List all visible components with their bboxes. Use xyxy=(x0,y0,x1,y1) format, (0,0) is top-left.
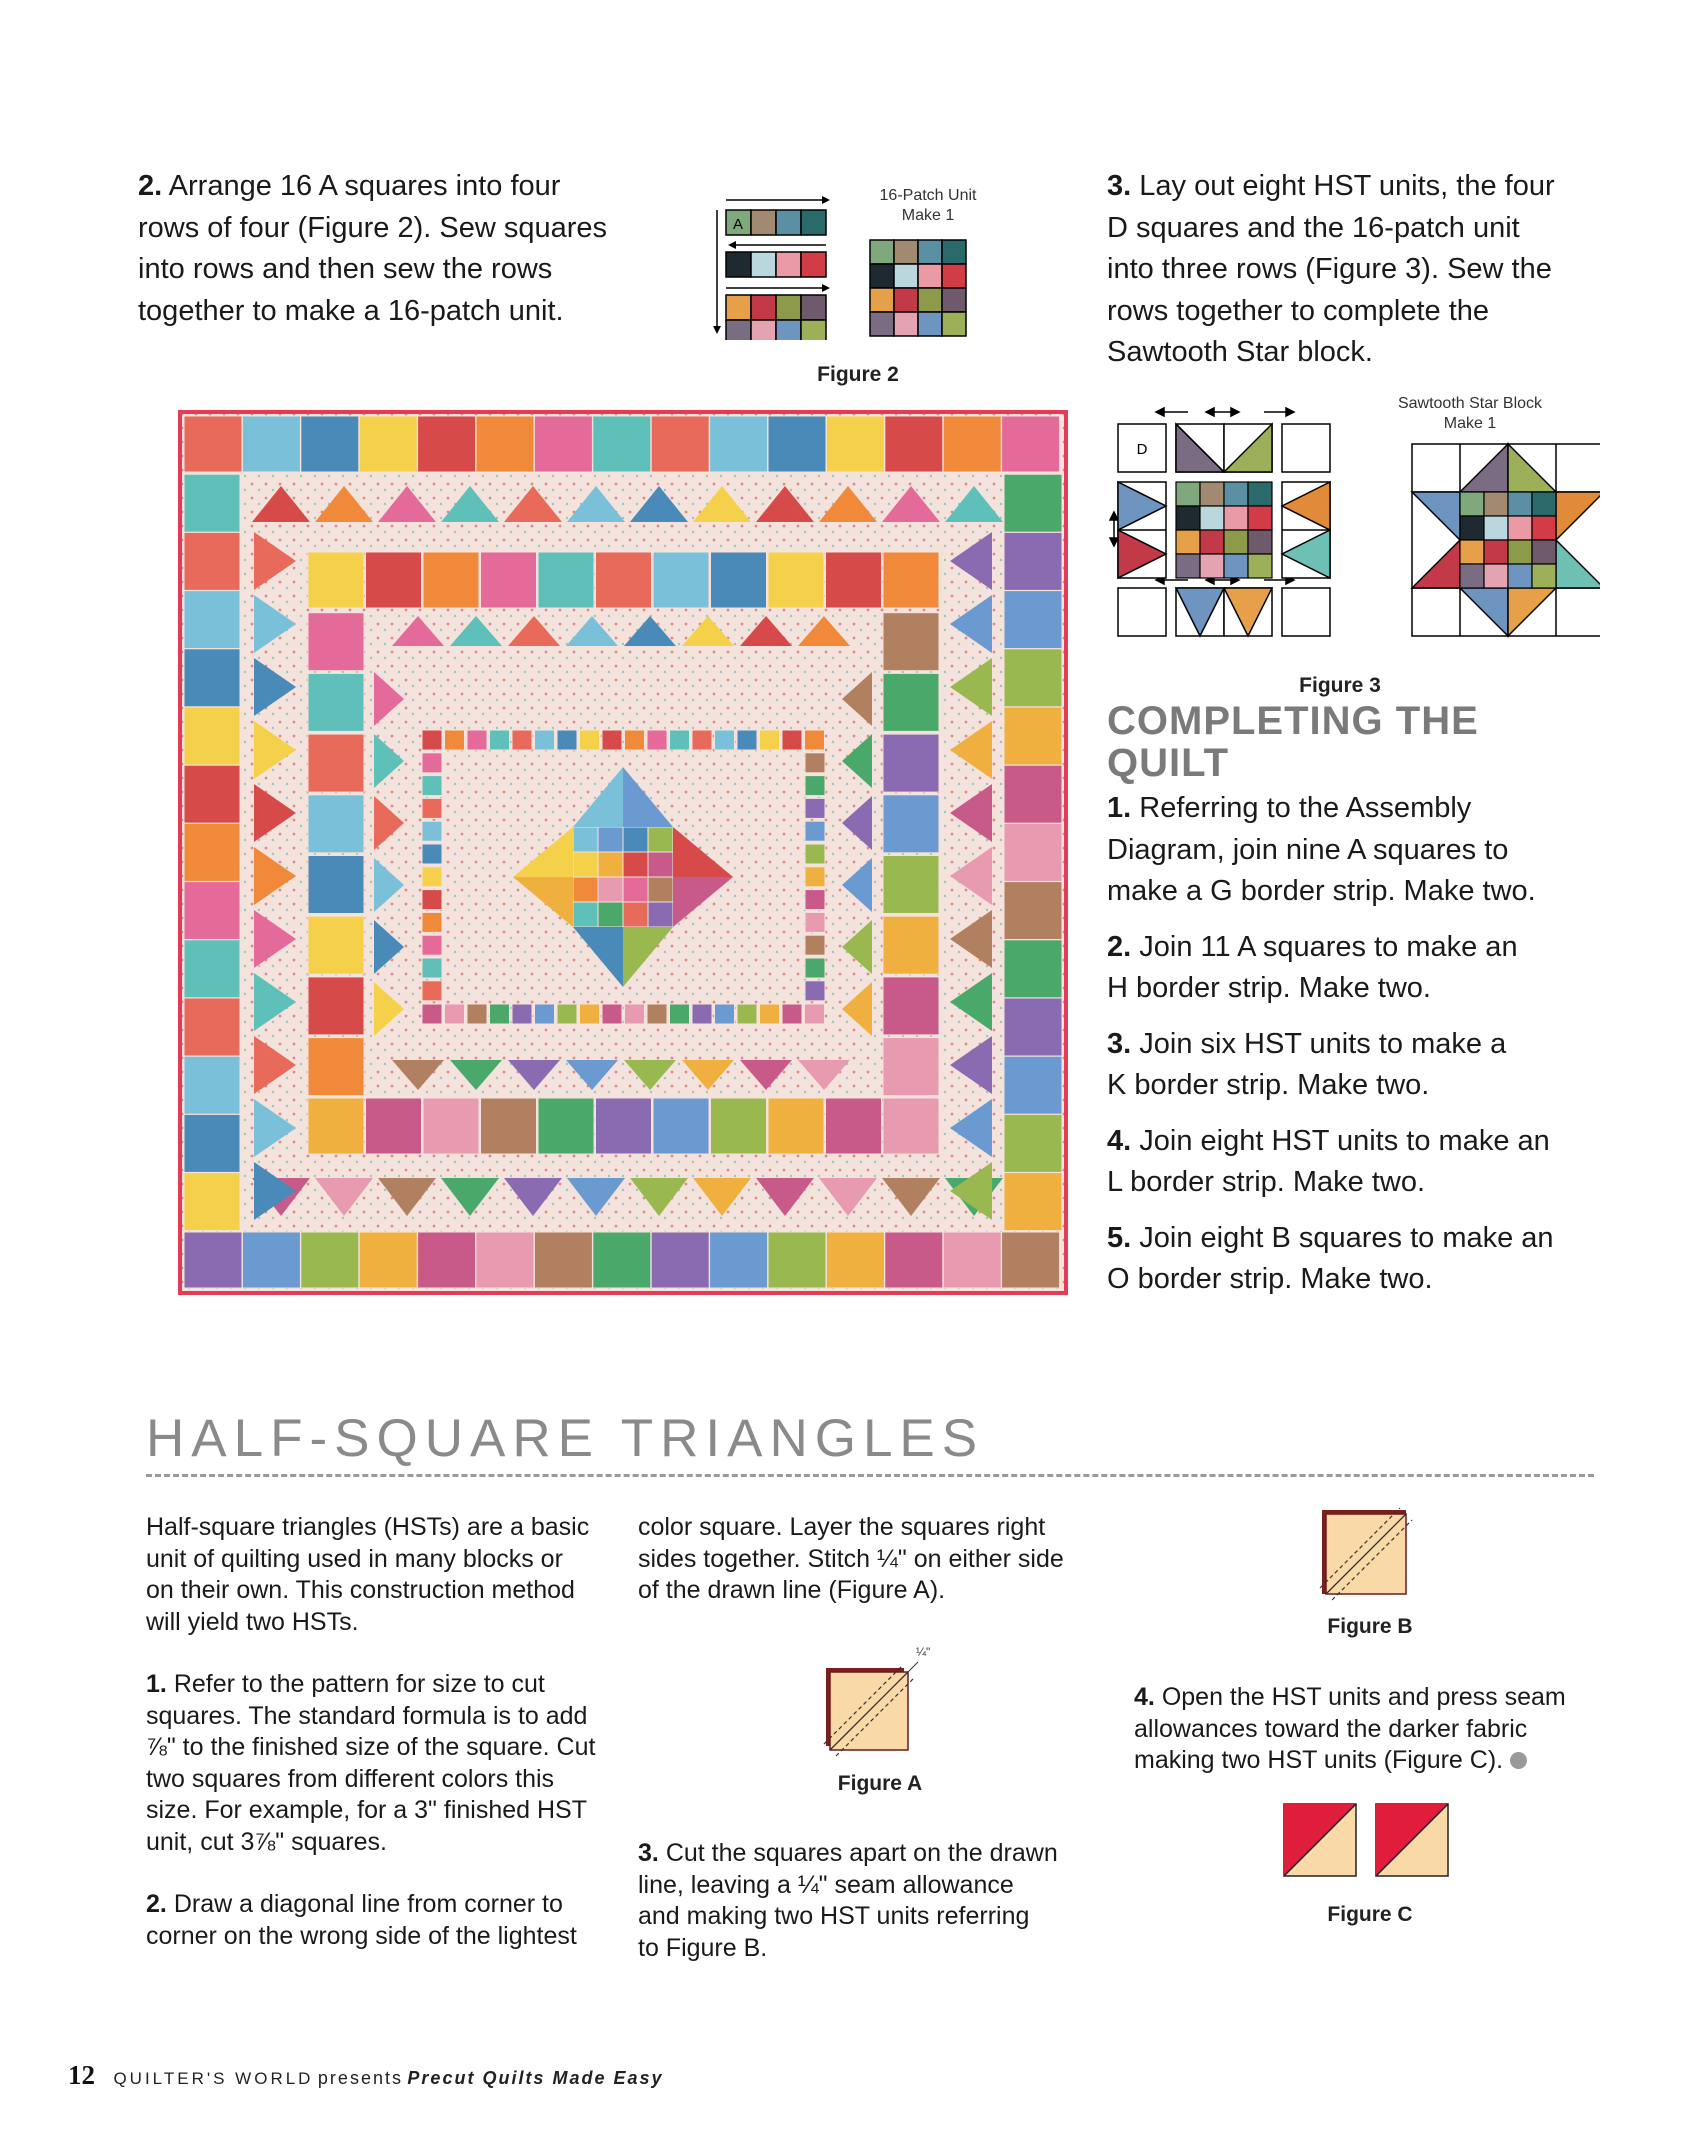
quilt-square xyxy=(1004,940,1062,998)
quilt-square xyxy=(1004,649,1062,707)
quilt-square xyxy=(573,902,598,927)
quilt-square xyxy=(184,823,240,881)
hst-line: Open the HST units and press seam xyxy=(1161,1683,1566,1711)
quilt-square xyxy=(651,1232,709,1288)
quilt-square xyxy=(366,552,422,608)
quilt-square xyxy=(883,1038,939,1096)
step-number: 4. xyxy=(1134,1683,1155,1711)
quilt-square xyxy=(580,1004,600,1024)
figure-3-make-label: Make 1 xyxy=(1443,415,1497,432)
quilt-square xyxy=(670,1004,690,1024)
quilt-square xyxy=(512,1004,532,1024)
quilt-square xyxy=(308,916,364,974)
quilt-square xyxy=(184,1173,240,1231)
completing-title-line: QUILT xyxy=(1107,741,1230,785)
quilt-square xyxy=(596,552,652,608)
quilt-square xyxy=(445,1004,465,1024)
quilt-square xyxy=(422,912,442,932)
quilt-square xyxy=(422,844,442,864)
quilt-square xyxy=(422,821,442,841)
patch-square xyxy=(1176,530,1200,554)
patch-square xyxy=(1508,516,1532,540)
quilt-square xyxy=(653,1098,709,1154)
patch-square xyxy=(1532,492,1556,516)
quilt-square xyxy=(883,795,939,853)
hst-line: sides together. Stitch ¼" on either side xyxy=(638,1544,1064,1573)
quilt-square xyxy=(418,416,476,472)
step-line: Diagram, join nine A squares to xyxy=(1107,833,1509,866)
patch-square xyxy=(1532,564,1556,588)
patch-square xyxy=(1176,482,1200,506)
patch-square xyxy=(1484,516,1508,540)
quilt-square xyxy=(538,552,594,608)
quilt-square xyxy=(885,1232,943,1288)
quilt-square xyxy=(573,852,598,877)
figure-a-caption: Figure A xyxy=(837,1772,923,1795)
figure-c-diagram xyxy=(1280,1800,1460,1900)
patch-square xyxy=(1200,482,1224,506)
hst-col-2 xyxy=(638,1512,1108,1607)
quilt-square xyxy=(598,877,623,902)
step-number: 1. xyxy=(1107,792,1132,824)
quilt-square xyxy=(826,1098,882,1154)
quilt-square xyxy=(768,1098,824,1154)
completing-title-line: COMPLETING THE xyxy=(1107,699,1479,743)
patch-square xyxy=(1200,530,1224,554)
hst-line: size. For example, for a 3" finished HST xyxy=(146,1796,587,1824)
patch-square xyxy=(1460,492,1484,516)
quilt-square xyxy=(768,552,824,608)
quilt-square xyxy=(805,958,825,978)
step-line: Join eight HST units to make an xyxy=(1139,1124,1550,1157)
quilt-square xyxy=(623,852,648,877)
patch-square xyxy=(1508,492,1532,516)
completing-step-4 xyxy=(1107,1121,1607,1204)
quilt-square xyxy=(242,1232,300,1288)
figure-b xyxy=(1300,1500,1440,1650)
quilt-square xyxy=(490,730,510,750)
patch-square xyxy=(1176,554,1200,578)
quilt-square xyxy=(308,673,364,731)
quilt-square xyxy=(557,730,577,750)
quilt-square xyxy=(423,552,479,608)
patch-square xyxy=(1224,530,1248,554)
hst-title: HALF-SQUARE TRIANGLES xyxy=(146,1409,985,1468)
quilt-square xyxy=(826,416,884,472)
quilt-square xyxy=(422,776,442,796)
quilt-square xyxy=(1004,765,1062,823)
quilt-square xyxy=(653,552,709,608)
quilt-square xyxy=(711,1098,767,1154)
quilt-square xyxy=(1002,416,1060,472)
step-3 xyxy=(1107,166,1587,374)
quilt-square xyxy=(422,1004,442,1024)
quilt-square xyxy=(805,935,825,955)
quilt-square xyxy=(805,821,825,841)
quilt-square xyxy=(308,1038,364,1096)
hst-line: two squares from different colors this xyxy=(146,1764,555,1793)
quilt-square xyxy=(476,1232,534,1288)
quilt-square xyxy=(710,1232,768,1288)
quilt-square xyxy=(883,673,939,731)
hst-line: corner on the wrong side of the lightest xyxy=(146,1921,577,1950)
quilt-square xyxy=(598,827,623,852)
quilt-square xyxy=(737,730,757,750)
step-2-line: Arrange 16 A squares into four xyxy=(168,170,561,202)
quilt-square xyxy=(647,730,667,750)
figure-2-square-label: A xyxy=(732,216,744,233)
page-number: 12 xyxy=(68,2060,95,2090)
figure-3 xyxy=(1100,392,1600,697)
quilt-square xyxy=(1004,474,1062,532)
quilt-square xyxy=(883,977,939,1035)
quilt-square xyxy=(1004,1056,1062,1114)
quilt-square xyxy=(184,707,240,765)
quilt-square xyxy=(1004,707,1062,765)
quilt-square xyxy=(1004,882,1062,940)
patch-square xyxy=(1484,564,1508,588)
quilt-square xyxy=(422,730,442,750)
quilt-square xyxy=(308,977,364,1035)
quilt-square xyxy=(1004,998,1062,1056)
figure-2-caption: Figure 2 xyxy=(817,363,899,386)
figure-3-diagram xyxy=(1100,392,1600,652)
step-line: Referring to the Assembly xyxy=(1139,792,1472,824)
quilt-square xyxy=(1002,1232,1060,1288)
completing-step-3 xyxy=(1107,1024,1607,1107)
quilt-square xyxy=(692,730,712,750)
quilt-square xyxy=(359,1232,417,1288)
quilt-square xyxy=(883,552,939,608)
quilt-square xyxy=(184,416,242,472)
quilt-square xyxy=(651,416,709,472)
completing-section xyxy=(1107,700,1607,1301)
quilt-square xyxy=(805,981,825,1001)
step-line: Join six HST units to make a xyxy=(1139,1027,1507,1060)
patch-square xyxy=(1484,540,1508,564)
quilt-square xyxy=(883,734,939,792)
hst-line: on their own. This construction method xyxy=(146,1576,575,1604)
step-number: 2. xyxy=(1107,930,1132,963)
quilt-square xyxy=(602,1004,622,1024)
step-line: O border strip. Make two. xyxy=(1107,1263,1433,1295)
hst-line: unit, cut 3⅞" squares. xyxy=(146,1827,387,1856)
quilt-square xyxy=(737,1004,757,1024)
figure-3-square-label: D xyxy=(1136,441,1148,458)
quilt-square xyxy=(476,416,534,472)
step-2-line: rows of four (Figure 2). Sew squares xyxy=(138,211,608,244)
quilt-square xyxy=(715,730,735,750)
hst-col-3 xyxy=(1134,1682,1604,1777)
quilt-square xyxy=(184,765,240,823)
quilt-square xyxy=(805,753,825,773)
quilt-square xyxy=(805,1004,825,1024)
step-number: 3. xyxy=(1107,1027,1132,1060)
hst-line: Cut the squares apart on the drawn xyxy=(665,1839,1058,1867)
quilt-square xyxy=(648,852,673,877)
patch-square xyxy=(1460,516,1484,540)
quilt-square xyxy=(308,1098,364,1154)
quilt-square xyxy=(647,1004,667,1024)
quilt-square xyxy=(648,877,673,902)
completing-step-5 xyxy=(1107,1218,1607,1301)
quilt-square xyxy=(625,730,645,750)
quilt-square xyxy=(573,877,598,902)
patch-square xyxy=(1508,540,1532,564)
step-2 xyxy=(138,166,638,332)
figure-2-diagram xyxy=(708,180,998,340)
step-number: 3. xyxy=(638,1839,659,1867)
step-2-line: together to make a 16-patch unit. xyxy=(138,294,564,327)
footer xyxy=(68,2060,664,2091)
quilt-square xyxy=(885,416,943,472)
figure-c-caption: Figure C xyxy=(1327,1903,1413,1926)
step-line: make a G border strip. Make two. xyxy=(1107,875,1536,907)
step-number: 2. xyxy=(138,170,163,202)
hst-line: allowances toward the darker fabric xyxy=(1134,1714,1528,1743)
patch-square xyxy=(1224,506,1248,530)
patch-square xyxy=(1532,516,1556,540)
patch-square xyxy=(1200,506,1224,530)
hst-line: Draw a diagonal line from corner to xyxy=(173,1890,563,1918)
patch-square xyxy=(1224,482,1248,506)
figure-3-caption: Figure 3 xyxy=(1299,674,1381,697)
quilt-square xyxy=(625,1004,645,1024)
step-3-line: Sawtooth Star block. xyxy=(1107,336,1373,368)
quilt-square xyxy=(418,1232,476,1288)
quilt-square xyxy=(184,474,240,532)
quilt-square xyxy=(805,776,825,796)
quilt-square xyxy=(308,734,364,792)
quilt-square xyxy=(580,730,600,750)
step-line: H border strip. Make two. xyxy=(1107,972,1431,1004)
quilt-square xyxy=(623,902,648,927)
quilt-square xyxy=(184,882,240,940)
quilt-square xyxy=(760,1004,780,1024)
quilt-square xyxy=(481,552,537,608)
quilt-square xyxy=(1004,532,1062,590)
hst-line: color square. Layer the squares right xyxy=(638,1513,1046,1541)
quilt-square xyxy=(883,613,939,671)
completing-step-1 xyxy=(1107,788,1607,913)
quilt-square xyxy=(184,1056,240,1114)
step-number: 5. xyxy=(1107,1221,1132,1254)
quilt-square xyxy=(301,1232,359,1288)
quilt-square xyxy=(422,890,442,910)
quilt-square xyxy=(768,1232,826,1288)
hst-line: will yield two HSTs. xyxy=(146,1607,359,1636)
quilt-square xyxy=(648,827,673,852)
quilt-square xyxy=(596,1098,652,1154)
quilt-square xyxy=(308,856,364,914)
quilt-square xyxy=(623,877,648,902)
quilt-square xyxy=(184,1232,242,1288)
quilt-square xyxy=(593,416,651,472)
step-2-line: into rows and then sew the rows xyxy=(138,253,553,285)
patch-square xyxy=(1460,540,1484,564)
quilt-square xyxy=(715,1004,735,1024)
quilt-square xyxy=(184,940,240,998)
quilt-square xyxy=(782,730,802,750)
quilt-square xyxy=(943,416,1001,472)
quilt-square xyxy=(1004,1173,1062,1231)
footer-presents: presents xyxy=(317,2068,403,2088)
hst-line: squares. The standard formula is to add xyxy=(146,1701,588,1730)
hst-line: making two HST units (Figure C). xyxy=(1134,1746,1504,1774)
quilt-square xyxy=(422,958,442,978)
patch-square xyxy=(1508,564,1532,588)
step-line: L border strip. Make two. xyxy=(1107,1166,1426,1198)
quilt-square xyxy=(711,552,767,608)
quilt-square xyxy=(557,1004,577,1024)
quilt-square xyxy=(467,730,487,750)
quilt-square xyxy=(768,416,826,472)
figure-c xyxy=(1280,1800,1460,1940)
quilt-square xyxy=(184,591,240,649)
quilt-square xyxy=(423,1098,479,1154)
quilt-square xyxy=(1004,591,1062,649)
figure-2-unit-label: 16-Patch Unit xyxy=(879,187,977,204)
quilt-square xyxy=(805,890,825,910)
hst-line: unit of quilting used in many blocks or xyxy=(146,1544,563,1573)
quilt-square xyxy=(359,416,417,472)
patch-square xyxy=(1248,554,1272,578)
figure-a xyxy=(820,1640,960,1800)
quilt-square xyxy=(538,1098,594,1154)
step-line: Join 11 A squares to make an xyxy=(1139,930,1518,963)
quilt-square xyxy=(670,730,690,750)
quilt-square xyxy=(573,827,598,852)
quilt-square xyxy=(308,795,364,853)
quilt-square xyxy=(308,613,364,671)
quilt-square xyxy=(184,998,240,1056)
step-3-line: rows together to complete the xyxy=(1107,294,1490,327)
quilt-square xyxy=(512,730,532,750)
patch-square xyxy=(1200,554,1224,578)
step-number: 1. xyxy=(146,1670,167,1698)
patch-square xyxy=(1248,530,1272,554)
end-dot-icon xyxy=(1510,1752,1527,1769)
quilt-square xyxy=(535,730,555,750)
quilt-square xyxy=(598,852,623,877)
step-number: 4. xyxy=(1107,1124,1132,1157)
quilt-square xyxy=(883,856,939,914)
quilt-square xyxy=(648,902,673,927)
step-number: 3. xyxy=(1107,170,1132,202)
quilt-square xyxy=(593,1232,651,1288)
patch-square xyxy=(1248,506,1272,530)
quilt-square xyxy=(184,532,240,590)
figure-2-make-label: Make 1 xyxy=(901,207,955,224)
hst-line: and making two HST units referring xyxy=(638,1902,1030,1930)
quilt-square xyxy=(535,1004,555,1024)
quilt-square xyxy=(826,552,882,608)
quilt-square xyxy=(534,416,592,472)
footer-book-title: Precut Quilts Made Easy xyxy=(407,2068,664,2088)
hst-line: ⅞" to the finished size of the square. Cut xyxy=(146,1733,596,1761)
patch-square xyxy=(1532,540,1556,564)
quilt-square xyxy=(308,552,364,608)
quilt-square xyxy=(1004,1114,1062,1172)
quilt-square xyxy=(782,1004,802,1024)
quilt-square xyxy=(805,867,825,887)
quilt-square xyxy=(534,1232,592,1288)
quilt-square xyxy=(422,981,442,1001)
quilt-square xyxy=(602,730,622,750)
hst-line: of the drawn line (Figure A). xyxy=(638,1576,946,1604)
quilt-square xyxy=(760,730,780,750)
patch-square xyxy=(1224,554,1248,578)
quilt-square xyxy=(1004,823,1062,881)
quilt-square xyxy=(710,416,768,472)
quilt-square xyxy=(422,867,442,887)
step-line: K border strip. Make two. xyxy=(1107,1069,1430,1101)
quilt-square xyxy=(623,827,648,852)
quilt-square xyxy=(883,1098,939,1154)
quilt-square xyxy=(184,649,240,707)
step-3-line: Lay out eight HST units, the four xyxy=(1139,170,1555,202)
hst-divider xyxy=(146,1474,1594,1477)
quilt-square xyxy=(422,753,442,773)
completing-step-2 xyxy=(1107,927,1607,1010)
figure-a-diagram xyxy=(820,1640,960,1760)
quilt-square xyxy=(805,798,825,818)
quilt-square xyxy=(490,1004,510,1024)
quilt-square xyxy=(422,798,442,818)
figure-a-quarter-label: ¼" xyxy=(916,1645,931,1659)
quilt-square xyxy=(805,844,825,864)
figure-2 xyxy=(708,180,998,390)
quilt-square xyxy=(301,416,359,472)
hst-line: line, leaving a ¼" seam allowance xyxy=(638,1870,1014,1899)
quilt-square xyxy=(805,730,825,750)
patch-square xyxy=(1460,564,1484,588)
quilt-square xyxy=(422,935,442,955)
quilt-square xyxy=(467,1004,487,1024)
quilt-square xyxy=(184,1114,240,1172)
hst-line: to Figure B. xyxy=(638,1933,768,1962)
step-3-line: into three rows (Figure 3). Sew the xyxy=(1107,253,1552,285)
quilt-square xyxy=(598,902,623,927)
completing-title xyxy=(1107,700,1607,784)
quilt-photo xyxy=(178,410,1068,1295)
figure-3-block-label: Sawtooth Star Block xyxy=(1397,395,1543,412)
quilt-square xyxy=(242,416,300,472)
step-number: 2. xyxy=(146,1890,167,1918)
step-3-line: D squares and the 16-patch unit xyxy=(1107,211,1520,244)
quilt-square xyxy=(943,1232,1001,1288)
patch-square xyxy=(1176,506,1200,530)
quilt-square xyxy=(481,1098,537,1154)
patch-square xyxy=(1484,492,1508,516)
hst-col-1 xyxy=(146,1512,616,1952)
quilt-square xyxy=(692,1004,712,1024)
quilt-square xyxy=(445,730,465,750)
hst-line: Refer to the pattern for size to cut xyxy=(173,1670,545,1698)
figure-b-caption: Figure B xyxy=(1327,1615,1413,1638)
quilt-square xyxy=(883,916,939,974)
footer-magazine: QUILTER'S WORLD xyxy=(113,2069,314,2088)
figure-b-diagram xyxy=(1300,1500,1440,1610)
step-line: Join eight B squares to make an xyxy=(1139,1221,1554,1254)
quilt-square xyxy=(805,912,825,932)
hst-line: Half-square triangles (HSTs) are a basic xyxy=(146,1513,590,1541)
quilt-square xyxy=(826,1232,884,1288)
patch-square xyxy=(1248,482,1272,506)
quilt-square xyxy=(366,1098,422,1154)
hst-col-2-step-3 xyxy=(638,1838,1108,1964)
